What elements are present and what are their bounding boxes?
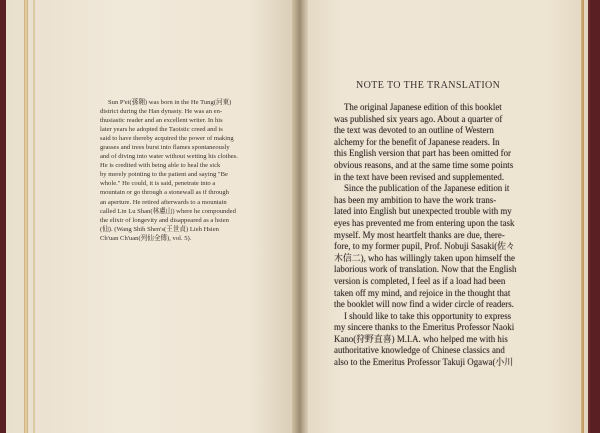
text-line: the elixir of longevity and disappeared as a hsien <box>100 216 229 224</box>
text-line: grasses and trees burst into flames spontaneously <box>100 144 230 152</box>
text-line: this English version that part has been omitted for <box>334 148 511 159</box>
text-line: myself. My most heartfelt thanks are due, there- <box>334 229 505 240</box>
text-line: in the text have been revised and supplemented. <box>334 171 505 182</box>
text-line: Kano(狩野直喜) M.I.A. who helped me with his <box>334 333 508 344</box>
page-title: NOTE TO THE TRANSLATION <box>356 80 501 91</box>
text-line: thusiastic reader and an excellent writer. In his <box>100 117 223 125</box>
text-line: district during the Han dynasty. He was an en- <box>100 108 223 116</box>
cover-edge <box>588 0 590 433</box>
text-line: also to the Emeritus Professor Takuji Ogawa(小川 <box>334 357 514 368</box>
text-line: Sun P'ei(孫翱) was born in the He Tung(河東) <box>108 99 232 106</box>
text-line: authoritative knowledge of Chinese classics and <box>334 345 505 356</box>
text-line: called Lin Lu Shan(林慮山) where he compounded <box>100 207 236 215</box>
text-line: The original Japanese edition of this booklet <box>344 102 502 112</box>
text-line: said to have thereby acquired the power of making <box>100 135 234 143</box>
footnote-text <box>100 98 266 243</box>
text-line: eyes has prevented me from entering upon the task <box>334 217 515 228</box>
text-line: fore, to my former pupil, Prof. Nobuji Sasaki(佐々 <box>334 241 515 252</box>
text-line: laborious work of translation. Now that the English <box>334 264 517 275</box>
text-line: and of diving into water without wetting his clothes. <box>100 153 238 161</box>
text-line: alchemy for the benefit of Japanese readers. In <box>334 136 500 147</box>
text-line: lated into English but unexpected trouble with my <box>334 206 512 217</box>
body-text <box>334 102 554 369</box>
text-line: He is credited with being able to heal the sick <box>100 162 221 170</box>
text-line: by merely pointing to the patient and saying "Be <box>100 171 228 179</box>
text-line: Ch'uan Ch'uan(列仙全傳), vol. 5). <box>100 234 192 242</box>
text-line: the text was devoted to an outline of Western <box>334 125 494 136</box>
text-line: (仙). (Wang Shih Shen's(王世貞) Lieh Hsien <box>100 225 219 233</box>
text-line: obvious reasons, and at the same time some points <box>334 159 514 170</box>
text-line: Since the publication of the Japanese edition it <box>344 183 510 194</box>
text-line: was published six years ago. About a quarter of <box>334 113 503 124</box>
text-line: an aperture. He retired afterwards to a mountain <box>100 198 227 206</box>
text-line: has been my ambition to have the work trans- <box>334 194 497 205</box>
text-line: later years he adopted the Taoistic creed and is <box>100 126 223 134</box>
text-line: my sincere thanks to the Emeritus Professor Naoki <box>334 322 515 333</box>
text-line: whole." He could, it is said, penetrate into a <box>100 180 216 188</box>
text-line: version is completed, I feel as if a load had been <box>334 275 506 286</box>
page-edge <box>581 0 584 433</box>
text-line: the booklet will now find a wider circle of readers. <box>334 299 514 310</box>
text-line: mountain or go through a stonewall as if through <box>100 189 229 197</box>
text-line: I should like to take this opportunity to express <box>344 310 512 321</box>
page-edge <box>33 0 35 433</box>
text-line: 木信二), who has willingly taken upon himself the <box>334 252 515 263</box>
text-line: taken off my mind, and rejoice in the thought that <box>334 287 511 298</box>
page-edge <box>24 0 28 433</box>
